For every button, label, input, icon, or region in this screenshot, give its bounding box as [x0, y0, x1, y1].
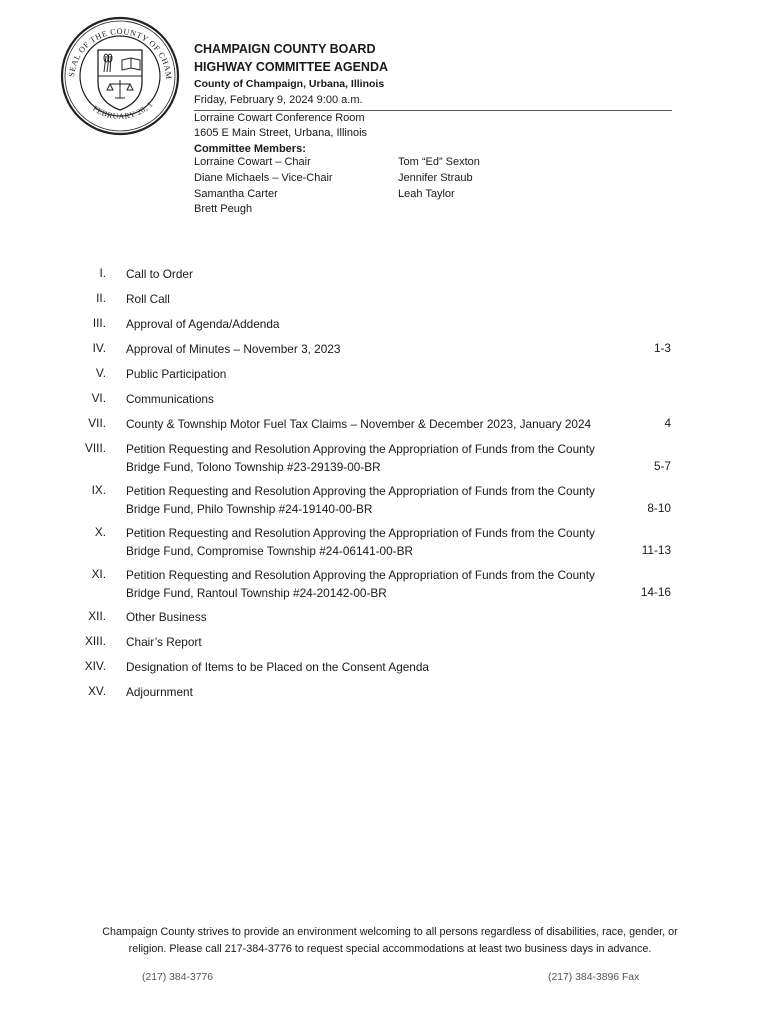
member-name: Lorraine Cowart – Chair: [194, 156, 311, 168]
member-name: Jennifer Straub: [398, 171, 473, 184]
notice-line: religion. Please call 217-384-3776 to request special accommodations at least two business days in advance.: [128, 943, 652, 955]
committee-members-label: Committee Members:: [194, 142, 306, 155]
item-number: I.: [99, 266, 106, 280]
item-number: XI.: [91, 567, 106, 581]
item-pages: 8-10: [647, 500, 671, 515]
agenda-item: [0, 291, 770, 316]
agenda-item: [0, 567, 770, 609]
item-text: Call to Order: [126, 267, 193, 281]
item-text: Chair’s Report: [126, 635, 202, 649]
item-number: XV.: [88, 684, 106, 698]
meeting-datetime: Friday, February 9, 2024 9:00 a.m.: [194, 93, 672, 111]
county-seal-logo: [60, 14, 180, 138]
item-number: II.: [96, 291, 106, 305]
notice-line: Champaign County strives to provide an environment welcoming to all persons regardless of disabilities, race, gender, or: [102, 926, 678, 938]
phone-number: (217) 384-3776: [142, 972, 214, 983]
item-number: XIV.: [84, 659, 106, 673]
agenda-item: [0, 366, 770, 391]
members-column-1: [194, 155, 333, 218]
members-column-2: [398, 155, 480, 202]
item-pages: 4: [664, 416, 671, 430]
item-text-line: Bridge Fund, Compromise Township #24-06141-00-BR: [126, 543, 413, 558]
fax-number: (217) 384-3896 Fax: [548, 972, 640, 983]
item-number: XII.: [88, 609, 106, 623]
item-text-line: Petition Requesting and Resolution Approving the Appropriation of Funds from the County: [126, 484, 595, 498]
member-name: Leah Taylor: [398, 187, 455, 200]
item-number: VIII.: [85, 441, 106, 455]
item-number: V.: [95, 366, 106, 380]
agenda-item: [0, 609, 770, 634]
item-text: Adjournment: [126, 685, 193, 699]
item-number: VI.: [91, 391, 106, 405]
meeting-room: Lorraine Cowart Conference Room: [194, 111, 365, 124]
agenda-item: [0, 316, 770, 341]
agenda-item: [0, 266, 770, 291]
item-text-line: Petition Requesting and Resolution Approving the Appropriation of Funds from the County: [126, 442, 595, 456]
location-line: County of Champaign, Urbana, Illinois: [194, 78, 385, 90]
agenda-item: [0, 441, 770, 483]
item-text: Approval of Minutes – November 3, 2023: [126, 342, 341, 356]
item-text-line: Bridge Fund, Tolono Township #23-29139-00-BR: [126, 459, 381, 474]
item-text-line: Bridge Fund, Rantoul Township #24-20142-00-BR: [126, 585, 387, 600]
agenda-header: [194, 40, 672, 157]
item-text: [126, 483, 641, 518]
committee-members: [194, 155, 480, 218]
agenda-title: HIGHWAY COMMITTEE AGENDA: [194, 60, 388, 74]
item-pages: 14-16: [640, 584, 671, 599]
item-pages: 11-13: [641, 542, 671, 557]
item-text: Other Business: [126, 610, 207, 624]
member-name: Brett Peugh: [194, 203, 253, 216]
agenda-item: [0, 525, 770, 567]
board-title: CHAMPAIGN COUNTY BOARD: [194, 42, 376, 56]
item-text: Communications: [126, 392, 214, 406]
item-text-line: Petition Requesting and Resolution Approving the Appropriation of Funds from the County: [126, 526, 595, 540]
meeting-address: 1605 E Main Street, Urbana, Illinois: [194, 127, 368, 140]
item-text: Roll Call: [126, 292, 170, 306]
svg-text:FEBRUARY 20, 1833: FEBRUARY 20, 1: [91, 99, 155, 122]
item-number: XIII.: [85, 634, 106, 648]
item-text-line: Petition Requesting and Resolution Approving the Appropriation of Funds from the County: [126, 568, 595, 582]
member-name: Tom “Ed” Sexton: [398, 156, 480, 168]
item-number: III.: [92, 316, 106, 330]
item-number: X.: [94, 525, 106, 539]
item-text: [126, 525, 641, 560]
item-text: Approval of Agenda/Addenda: [126, 317, 280, 331]
agenda-item: [0, 659, 770, 684]
svg-text:SEAL OF THE COUNTY OF CHAMPAIG: SEAL OF THE COUNTY OF CHAM: [67, 26, 174, 81]
agenda-item: [0, 416, 770, 441]
item-text: [126, 567, 641, 602]
agenda-item: [0, 341, 770, 366]
item-number: IV.: [92, 341, 106, 355]
item-text: County & Township Motor Fuel Tax Claims – November & December 2023, January 2024: [126, 417, 592, 431]
item-pages: 1-3: [653, 341, 671, 355]
agenda-item: [0, 684, 770, 709]
member-name: Diane Michaels – Vice-Chair: [194, 171, 333, 184]
item-pages: 5-7: [653, 458, 671, 473]
agenda-item: [0, 634, 770, 659]
agenda-item: [0, 391, 770, 416]
accessibility-notice: [60, 924, 720, 958]
member-name: Samantha Carter: [194, 187, 278, 200]
item-text: Public Participation: [126, 367, 227, 381]
agenda-list: [0, 266, 770, 709]
agenda-item: [0, 483, 770, 525]
item-text: Designation of Items to be Placed on the Consent Agenda: [126, 660, 429, 674]
item-text-line: Bridge Fund, Philo Township #24-19140-00-BR: [126, 501, 373, 516]
item-number: IX.: [91, 483, 106, 497]
item-number: VII.: [88, 416, 106, 430]
item-text: [126, 441, 641, 476]
